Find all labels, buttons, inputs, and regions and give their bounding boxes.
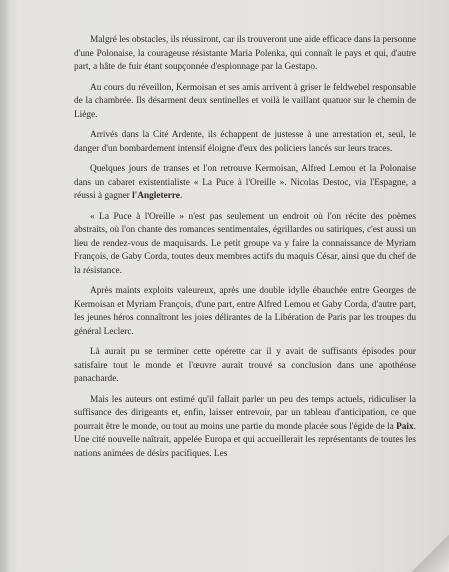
paragraph-puce-oreille: « La Puce à l'Oreille » n'est pas seulement un endroit où l'on récite des poèmes abstraits, où l'on chante des romances sentimentales, égrillardes ou satiriques, c'est aussi un lieu de rendez-vous de maquisards. Le petit groupe va y faire la connaissance de Myriam François, de Gaby Corda, toutes deux membres actifs du maquis César, ainsi que du chef de la résistance. (74, 211, 416, 276)
body-text (74, 34, 416, 468)
paragraph-anticipation (74, 394, 416, 462)
paragraph-anticipation-text: Mais les auteurs ont estimé qu'il fallait parler un peu des temps actuels, ridiculiser la suffisance des dirigeants et, enfin, laisser entrevoir, par un tableau d'anticipation, ce que pourrait être le monde, ou tout au moins une partie du monde placée sous l'égide de la (74, 394, 416, 432)
paragraph-liberation: Après maints exploits valeureux, après une double idylle ébauchée entre Georges de Kermoisan et Myriam François, d'une part, entre Alfred Lemou et Gaby Corda, d'autre part, les jeunes héros connaîtront les joies délirantes de la Libération de Paris par les troupes du général Leclerc. (74, 286, 416, 337)
paragraph-escape-help: Malgré les obstacles, ils réussiront, car ils trouveront une aide efficace dans la personne d'une Polonaise, la courageuse résistante Maria Polenka, qui connaît le pays et qui, d'autre part, a hâte de fuir étant soupçonnée d'espionnage par la Gestapo. (74, 35, 416, 73)
paragraph-anticipation-end: . Une cité nouvelle naîtrait, appelée Europa et qui accueillerait les représentants de toutes les nations animées de désirs pacifiques. Les (74, 421, 416, 459)
paragraph-anticipation-bold: Paix (396, 421, 414, 432)
paragraph-liege: Arrivés dans la Cité Ardente, ils échappent de justesse à une arrestation et, seul, le danger d'un bombardement intensif éloigne d'eux des policiers lancés sur leurs traces. (74, 130, 416, 154)
paragraph-operette: Là aurait pu se terminer cette opérette car il y avait de suffisants épisodes pour satisfaire tout le monde et l'œuvre aurait trouvé sa conclusion dans une apothéose panacharde. (74, 347, 416, 385)
page-curl-corner (409, 528, 449, 572)
paragraph-cabaret-text: Quelques jours de transes et l'on retrouve Kermoisan, Alfred Lemou et la Polonaise dans un cabaret existentialiste « La Puce à l'Oreille ». Nicolas Destoc, via l'Espagne, a réussi à gagner (74, 164, 416, 202)
paragraph-cabaret (74, 163, 416, 204)
paragraph-cabaret-end: . (179, 191, 183, 202)
paragraph-reveillon: Au cours du réveillon, Kermoisan et ses amis arrivent à griser le feldwebel responsable de la chambrée. Ils désarment deux sentinelles et voilà le vaillant quatuor sur le chemin de Liège. (74, 82, 416, 120)
page-edge-shadow (0, 0, 10, 572)
paragraph-cabaret-bold: l'Angleterre (132, 191, 180, 202)
